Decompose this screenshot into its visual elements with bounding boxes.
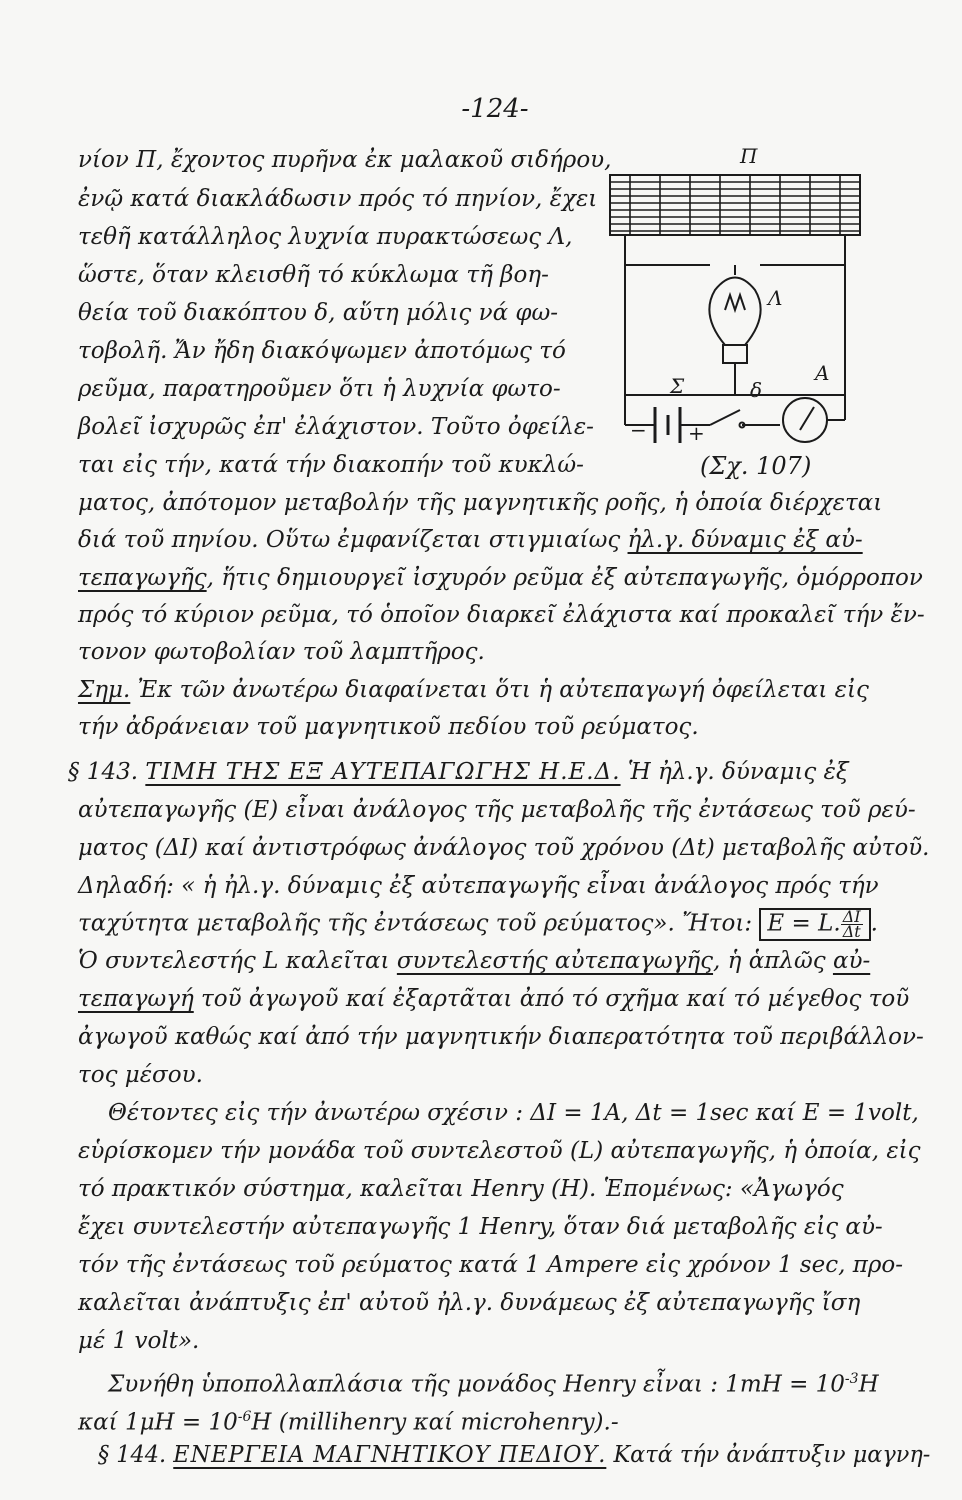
text-line: τεπαγωγή τοῦ ἀγωγοῦ καί ἐξαρτᾶται ἀπό τό σχῆμα καί τό μέγεθος τοῦ (78, 986, 910, 1012)
battery-plus-label: + (688, 421, 705, 445)
text-line: νίον Π, ἔχοντος πυρῆνα ἐκ μαλακοῦ σιδήρου, (78, 147, 612, 173)
key-term: ἠλ.γ. δύναμις ἐξ αὐ- (627, 527, 863, 553)
text-line: ἐνῷ κατά διακλάδωσιν πρός τό πηνίον, ἔχει (78, 186, 598, 212)
section-title: ΕΝΕΡΓΕΙΑ ΜΑΓΝΗΤΙΚΟΥ ΠΕΔΙΟΥ. (173, 1442, 607, 1468)
formula-box: E = L. $\frac{\Delta I}{\Delta t}$ (759, 908, 870, 941)
text-line: Δηλαδή: « ἡ ἠλ.γ. δύναμις ἐξ αὐτεπαγωγῆς εἶναι ἀνάλογος πρός τήν (78, 873, 879, 899)
note-label: Σημ. (78, 677, 131, 703)
text-line: ἀγωγοῦ καθώς καί ἀπό τήν μαγνητικήν διαπερατότητα τοῦ περιβάλλον- (78, 1024, 924, 1050)
meter-label: A (815, 361, 830, 385)
battery-label: Σ (670, 374, 685, 398)
text-line: ὥστε, ὅταν κλεισθῆ τό κύκλωμα τῆ βοη- (78, 262, 549, 288)
lamp-base (723, 345, 747, 363)
page-number: -124- (461, 94, 529, 124)
text-line: τος μέσου. (78, 1062, 203, 1088)
text-line: ματος (ΔΙ) καί ἀντιστρόφως ἀνάλογος τοῦ χρόνου (Δt) μεταβολῆς αὐτοῦ. (78, 835, 930, 861)
section-heading-143: § 143. ΤΙΜΗ ΤΗΣ ΕΞ ΑΥΤΕΠΑΓΩΓΗΣ Η.Ε.Δ. Ἡ ἠλ.γ. δύναμις ἐξ (68, 759, 849, 785)
fraction: $\frac{\Delta I}{\Delta t}$ (842, 907, 861, 941)
text-line: καί $1\mu H = 10^{-6}H$ (millihenry καί microhenry).- (78, 1409, 619, 1436)
text-line: Θέτοντες εἰς τήν ἀνωτέρω σχέσιν : ΔΙ = 1A, Δt = 1sec καί E = 1volt, (108, 1100, 919, 1126)
text-line: ματος, ἀπότομον μεταβολήν τῆς μαγνητικῆς ροῆς, ἡ ὁποία διέρχεται (78, 490, 883, 516)
text-line: ταχύτητα μεταβολῆς τῆς ἐντάσεως τοῦ ρεύματος». Ἤτοι: E = L. $\frac{\Delta I}{\Delta t}$ . (78, 907, 878, 941)
section-heading-144: § 144. ΕΝΕΡΓΕΙΑ ΜΑΓΝΗΤΙΚΟΥ ΠΕΔΙΟΥ. Κατά τήν ἀνάπτυξιν μαγνη- (98, 1442, 931, 1468)
key-term: τεπαγωγῆς (78, 565, 207, 591)
switch-label: δ (750, 378, 763, 402)
circuit-figure (600, 135, 870, 475)
note-line: τήν ἀδράνειαν τοῦ μαγνητικοῦ πεδίου τοῦ ρεύματος. (78, 714, 699, 740)
text-line: τό πρακτικόν σύστημα, καλεῖται Henry (H). Ἑπομένως: «Ἀγωγός (78, 1176, 844, 1202)
switch-lever (710, 410, 740, 425)
coil-core (610, 175, 860, 235)
battery-minus-label: − (630, 418, 647, 442)
text-line: τεθῆ κατάλληλος λυχνία πυρακτώσεως Λ, (78, 224, 573, 250)
text-line: Ὁ συντελεστής L καλεῖται συντελεστής αὐτεπαγωγῆς, ἡ ἁπλῶς αὐ- (78, 948, 871, 974)
text-line: ἔχει συντελεστήν αὐτεπαγωγῆς 1 Henry, ὅταν διά μεταβολῆς εἰς αὐ- (78, 1214, 883, 1240)
text-line: βολεῖ ἰσχυρῶς ἐπ' ἐλάχιστον. Τοῦτο ὀφείλε- (78, 414, 594, 440)
coil-label: Π (740, 144, 758, 168)
text-line: τόν τῆς ἐντάσεως τοῦ ρεύματος κατά 1 Ampere εἰς χρόνον 1 sec, προ- (78, 1252, 903, 1278)
text-line: ται εἰς τήν, κατά τήν διακοπήν τοῦ κυκλώ- (78, 452, 584, 478)
section-title: ΤΙΜΗ ΤΗΣ ΕΞ ΑΥΤΕΠΑΓΩΓΗΣ Η.Ε.Δ. (145, 759, 621, 785)
text-line: εὑρίσκομεν τήν μονάδα τοῦ συντελεστοῦ (L) αὐτεπαγωγῆς, ἡ ὁποία, εἰς (78, 1138, 921, 1164)
text-line: τοβολῆ. Ἄν ἤδη διακόψωμεν ἀποτόμως τό (78, 338, 566, 364)
text-line: Συνήθη ὑποπολλαπλάσια τῆς μονάδος Henry εἶναι : $1mH = 10^{-3}H$ (108, 1371, 879, 1398)
note-line: Σημ. Ἐκ τῶν ἀνωτέρω διαφαίνεται ὅτι ἡ αὐτεπαγωγή ὀφείλεται εἰς (78, 677, 869, 703)
lamp-label: Λ (768, 286, 783, 310)
key-term: τεπαγωγή (78, 986, 194, 1012)
text-line: ρεῦμα, παρατηροῦμεν ὅτι ἡ λυχνία φωτο- (78, 376, 561, 402)
text-line: πρός τό κύριον ρεῦμα, τό ὁποῖον διαρκεῖ ἐλάχιστα καί προκαλεῖ τήν ἔν- (78, 602, 925, 628)
key-term: αὐ- (832, 948, 871, 974)
text-line: καλεῖται ἀνάπτυξις ἐπ' αὐτοῦ ἠλ.γ. δυνάμεως ἐξ αὐτεπαγωγῆς ἴση (78, 1290, 861, 1316)
figure-caption: (Σχ. 107) (700, 452, 812, 480)
text-line: αὐτεπαγωγῆς (E) εἶναι ἀνάλογος τῆς μεταβολῆς τῆς ἐντάσεως τοῦ ρεύ- (78, 797, 916, 823)
text-line: μέ 1 volt». (78, 1328, 200, 1354)
text-line: τεπαγωγῆς, ἥτις δημιουργεῖ ἰσχυρόν ρεῦμα ἐξ αὐτεπαγωγῆς, ὁμόρροπον (78, 565, 923, 591)
text-line: τονον φωτοβολίαν τοῦ λαμπτῆρος. (78, 639, 485, 665)
coil-windings (610, 175, 860, 235)
key-term: συντελεστής αὐτεπαγωγῆς (396, 948, 714, 974)
text-line: διά τοῦ πηνίου. Οὕτω ἐμφανίζεται στιγμιαίως ἠλ.γ. δύναμις ἐξ αὐ- (78, 527, 863, 553)
text-line: θεία τοῦ διακόπτου δ, αὕτη μόλις νά φω- (78, 300, 559, 326)
